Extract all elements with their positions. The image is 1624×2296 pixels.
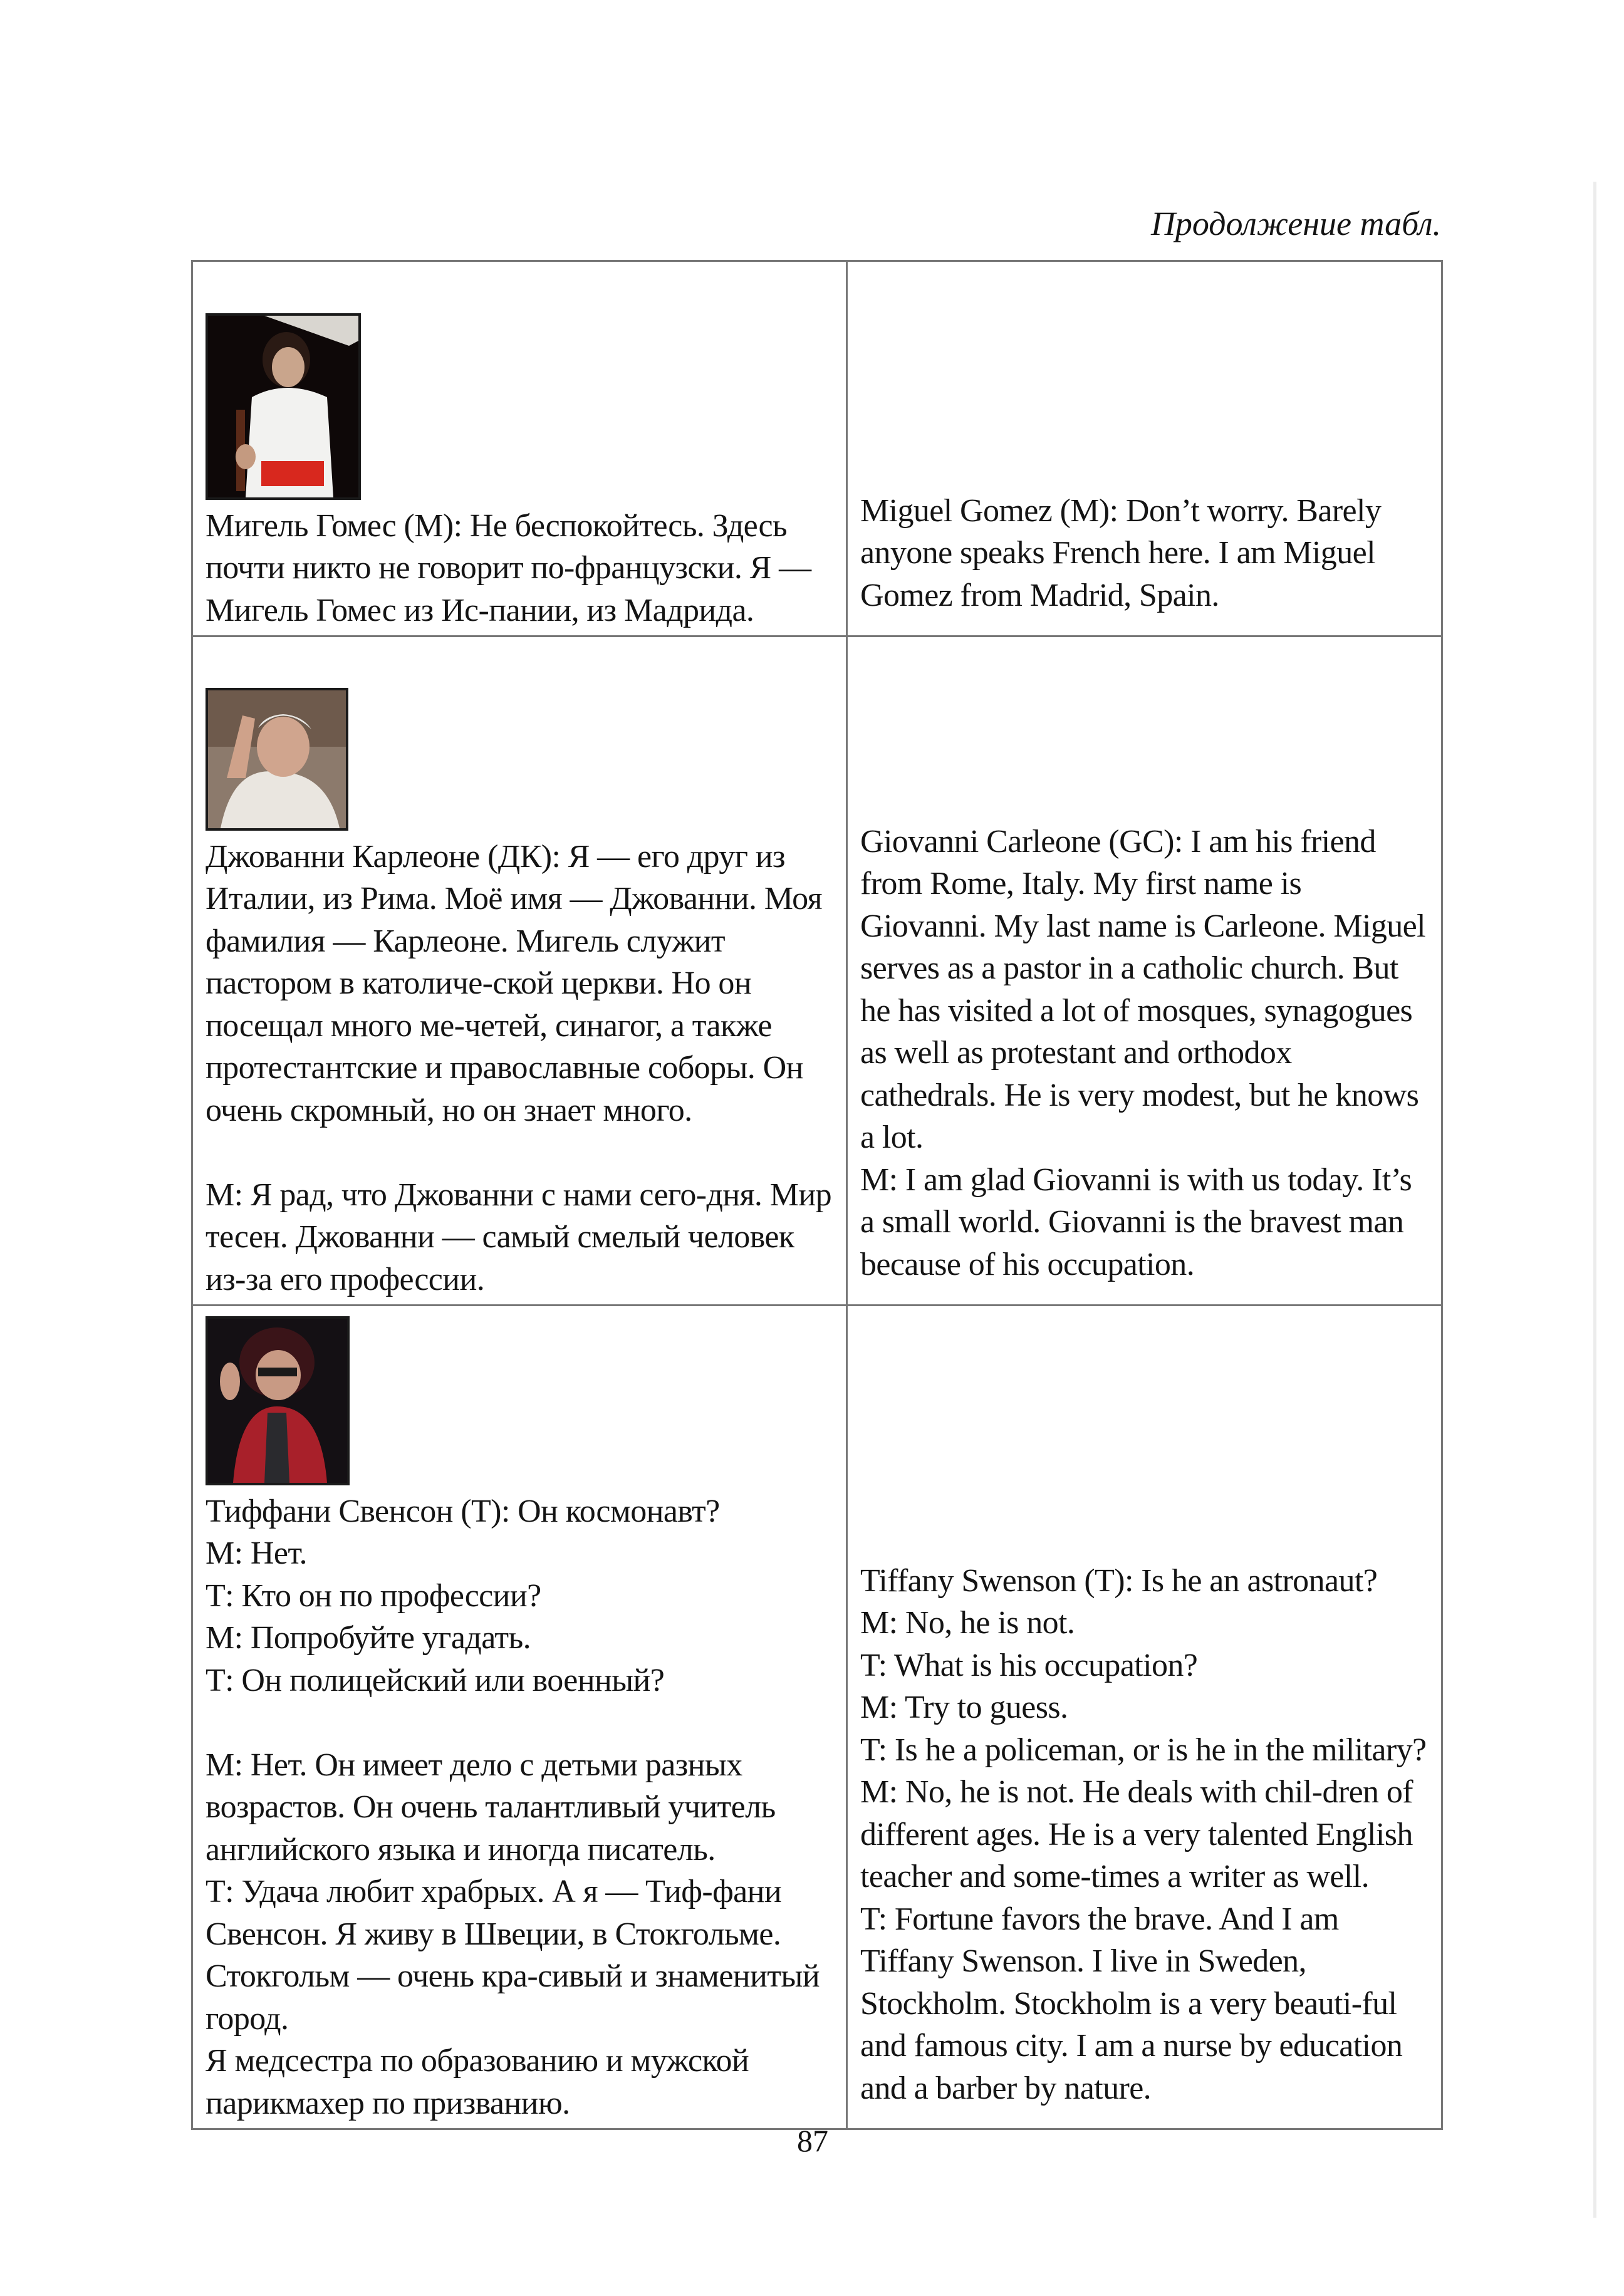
russian-text: М: Я рад, что Джованни с нами сего-дня. Мир тесен. Джованни — самый смелый человек из-за его профессии. (206, 1177, 840, 1297)
russian-text: Мигель Гомес (М): Не беспокойтесь. Здесь почти никто не говорит по-французски. Я — Мигель Гомес из Ис-пании, из Мадрида. (206, 507, 819, 628)
russian-cell (192, 636, 847, 1306)
portrait-miguel-gomez-image (206, 313, 361, 500)
russian-text: М: Нет. (206, 1535, 307, 1571)
english-text: M: No, he is not. He deals with chil-dren of different ages. He is a very talented English teacher and some-times a writer as well. (860, 1774, 1421, 1894)
portrait-giovanni-carleone-image (206, 688, 348, 831)
english-text: Miguel Gomez (M): Don’t worry. Barely anyone speaks French here. I am Miguel Gomez from Madrid, Spain. (860, 492, 1389, 613)
english-text: T: Fortune favors the brave. And I am Tiffany Swenson. I live in Sweden, Stockholm. Stockholm is a very beauti-ful and famous city. I am a nurse by education and a barber by nature. (860, 1901, 1410, 2106)
english-text: M: No, he is not. (860, 1605, 1075, 1641)
paragraph-gap (206, 1131, 835, 1174)
english-cell (847, 1306, 1442, 2129)
english-text: T: What is his occupation? (860, 1647, 1198, 1683)
russian-text: Джованни Карлеоне (ДК): Я — его друг из Италии, из Рима. Моё имя — Джованни. Моя фамилия — Карлеоне. Мигель служит пастором в католиче-ской церкви. Но он посещал много ме-четей, синагог, а также протестантские и православные соборы. Он очень скромный, но он знает много. (206, 838, 830, 1128)
english-text: M: I am glad Giovanni is with us today. It’s a small world. Giovanni is the bravest man because of his occupation. (860, 1161, 1420, 1282)
page-edge-line (1593, 182, 1596, 2218)
russian-text: М: Попробуйте угадать. (206, 1620, 531, 1656)
russian-text: Т: Он полицейский или военный? (206, 1662, 665, 1698)
portrait-tiffany-swenson-image (206, 1316, 350, 1485)
russian-text: М: Нет. Он имеет дело с детьми разных возрастов. Он очень талантливый учитель английского языка и иногда писатель. (206, 1747, 784, 1867)
russian-text: Я медсестра по образованию и мужской парикмахер по призванию. (206, 2043, 757, 2121)
english-text: M: Try to guess. (860, 1690, 1068, 1725)
table-row (192, 636, 1442, 1306)
english-text: Tiffany Swenson (T): Is he an astronaut? (860, 1562, 1378, 1599)
paragraph-gap (206, 1701, 835, 1744)
english-cell (847, 261, 1442, 636)
english-cell (847, 636, 1442, 1306)
page-number: 87 (797, 2123, 828, 2158)
russian-text: Тиффани Свенсон (Т): Он космонавт? (206, 1493, 720, 1529)
russian-cell (192, 1306, 847, 2129)
table-row (192, 261, 1442, 636)
russian-text: Т: Кто он по профессии? (206, 1577, 541, 1614)
table-continuation-label: Продолжение табл. (1150, 205, 1441, 242)
english-text: Giovanni Carleone (GC): I am his friend from Rome, Italy. My first name is Giovanni. My last name is Carleone. Miguel serves as a pastor in a catholic church. But he has visited a lot of mosques, synagogues as well as protestant and orthodox cathedrals. He is very modest, but he knows a lot. (860, 823, 1434, 1155)
russian-text: Т: Удача любит храбрых. А я — Тиф-фани Свенсон. Я живу в Швеции, в Стокгольме. Стокгольм — очень кра-сивый и знаменитый город. (206, 1874, 828, 2037)
english-text: T: Is he a policeman, or is he in the military? (860, 1732, 1427, 1768)
dialogue-table (191, 260, 1443, 2130)
russian-cell (192, 261, 847, 636)
table-row (192, 1306, 1442, 2129)
